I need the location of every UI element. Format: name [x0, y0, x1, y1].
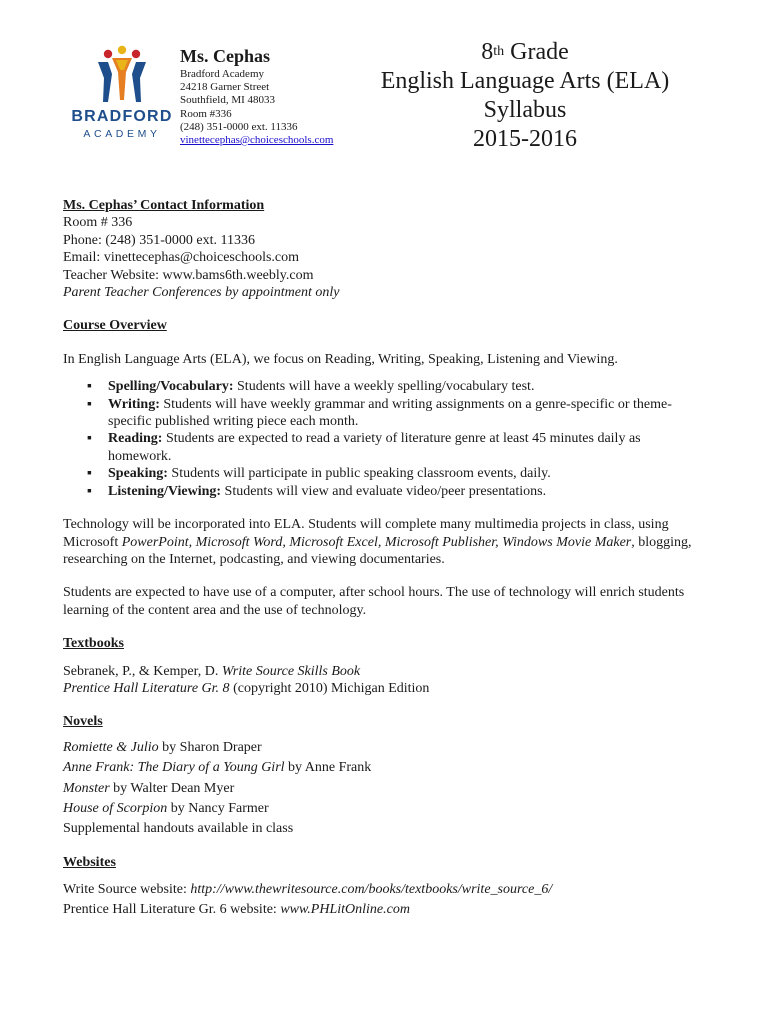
syllabus-body: [63, 197, 703, 918]
textbook-2: Prentice Hall Literature Gr. 8 (copyright 2010) Michigan Edition: [63, 680, 430, 696]
textbook-1: Sebranek, P., & Kemper, D. Write Source Skills Book: [63, 663, 361, 679]
bullet-reading: ▪ Reading: Students are expected to read a variety of literature genre at least 45 minutes daily as homework.: [63, 430, 703, 465]
textbooks-heading: Textbooks: [63, 636, 124, 652]
grade-suffix: th: [493, 44, 505, 59]
city-address: Southfield, MI 48033: [180, 94, 276, 107]
novel-4: House of Scorpion by Nancy Farmer: [63, 800, 269, 816]
contact-website: Teacher Website: www.bams6th.weebly.com: [63, 267, 314, 283]
overview-heading: Course Overview: [63, 318, 167, 334]
grade-number: 8: [481, 39, 494, 65]
title-doc: Syllabus: [483, 97, 567, 123]
website-2: Prentice Hall Literature Gr. 6 website: www.PHLitOnline.com: [63, 901, 410, 917]
title-year: 2015-2016: [473, 126, 577, 152]
bullet-writing: ▪ Writing: Students will have weekly grammar and writing assignments on a genre-specific or theme-specific published writing piece each month.: [63, 396, 703, 431]
computer-paragraph: Students are expected to have use of a computer, after school hours. The use of technology will enrich students learning of the content area and the use of technology.: [63, 585, 685, 618]
email-link[interactable]: vinettecephas@choiceschools.com: [180, 134, 334, 147]
logo-name: BRADFORD: [71, 108, 173, 125]
contact-conferences: Parent Teacher Conferences by appointment only: [63, 285, 340, 301]
technology-paragraph: Technology will be incorporated into ELA. Students will complete many multimedia projects in class, using Microsoft PowerPoint, Microsoft Word, Microsoft Excel, Microsoft Publisher, Windows Movie Maker, blogging, researching on the Internet, podcasting, and viewing documentaries.: [63, 517, 692, 567]
grade-word: Grade: [510, 39, 569, 65]
write-source-url[interactable]: http://www.thewritesource.com/books/textbooks/write_source_6/: [190, 882, 553, 898]
contact-phone: Phone: (248) 351-0000 ext. 11336: [63, 232, 255, 248]
supplemental-handouts: Supplemental handouts available in class: [63, 821, 294, 837]
logo-subname: ACADEMY: [83, 128, 161, 140]
contact-room: Room # 336: [63, 215, 133, 231]
websites-heading: Websites: [63, 854, 116, 870]
novels-heading: Novels: [63, 714, 103, 730]
contact-heading: Ms. Cephas’ Contact Information: [63, 198, 265, 213]
logo-figures-icon: [68, 44, 176, 108]
title-subject: English Language Arts (ELA): [380, 68, 670, 94]
phone-number: (248) 351-0000 ext. 11336: [180, 120, 298, 133]
bradford-academy-logo: [68, 44, 176, 144]
bullet-listening: ▪ Listening/Viewing: Students will view and evaluate video/peer presentations.: [63, 483, 703, 500]
bullet-speaking: ▪ Speaking: Students will participate in public speaking classroom events, daily.: [63, 465, 703, 482]
header-contact-block: [180, 45, 380, 147]
teacher-name: Ms. Cephas: [180, 46, 271, 66]
novel-2: Anne Frank: The Diary of a Young Girl by Anne Frank: [63, 760, 372, 776]
contact-email: Email: vinettecephas@choiceschools.com: [63, 250, 300, 266]
phlit-url[interactable]: www.PHLitOnline.com: [280, 901, 410, 917]
software-list: PowerPoint, Microsoft Word, Microsoft Excel, Microsoft Publisher, Windows Movie Maker: [121, 534, 632, 550]
school-name: Bradford Academy: [180, 68, 264, 80]
street-address: 24218 Garner Street: [180, 81, 270, 94]
room-number: Room #336: [180, 107, 232, 120]
document-title: [360, 38, 690, 154]
website-1: Write Source website: http://www.thewritesource.com/books/textbooks/write_source_6/: [63, 882, 553, 898]
novel-1: Romiette & Julio by Sharon Draper: [63, 739, 262, 755]
overview-intro: In English Language Arts (ELA), we focus on Reading, Writing, Speaking, Listening and Viewing.: [63, 351, 618, 367]
novel-3: Monster by Walter Dean Myer: [63, 780, 235, 796]
overview-bullets: [63, 378, 703, 500]
bullet-spelling: ▪ Spelling/Vocabulary: Students will have a weekly spelling/vocabulary test.: [63, 378, 703, 395]
title-grade: [360, 38, 690, 67]
